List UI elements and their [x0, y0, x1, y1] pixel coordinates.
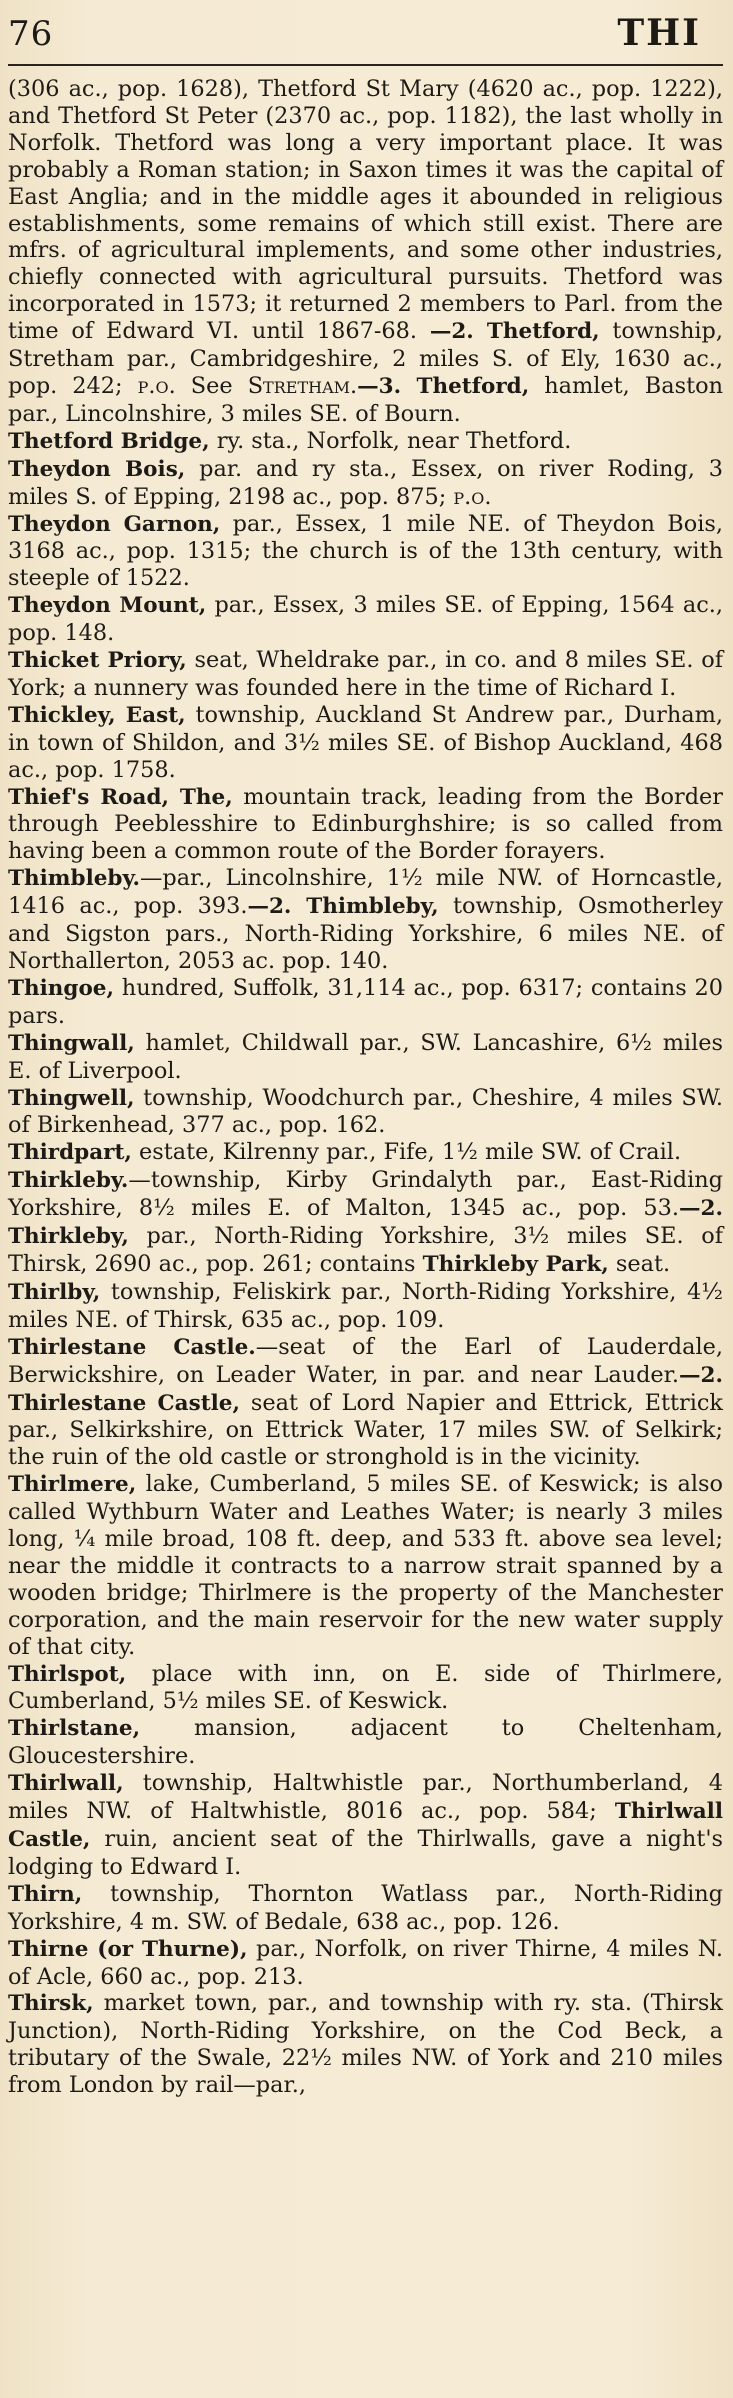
entry-headword: Thirlby,	[8, 1279, 101, 1305]
entry-headword: Theydon Garnon,	[8, 511, 221, 537]
entry-headword: —2. Thimbleby,	[247, 894, 439, 920]
entry-text: par., Norfolk, on river Thirne, 4 miles N. of Acle, 660 ac., pop. 213.	[8, 1935, 723, 1990]
gazetteer-entry	[8, 76, 723, 428]
entry-headword: Thirkleby Park,	[422, 1251, 609, 1277]
entry-text: lake, Cumberland, 5 miles SE. of Keswick; is also called Wythburn Water and Leathes Water; is nearly 3 miles long, ¼ mile broad, 108 ft. deep, and 533 ft. above sea level; near the middle it contracts to a narrow strait spanned by a wooden bridge; Thirlmere is the property of the Manchester corporation, and the main reservoir for the new water supply of that city.	[8, 1471, 723, 1660]
entry-headword: —2. Thirlestane Castle,	[8, 1362, 723, 1416]
entry-headword: —2. Thirkleby,	[8, 1196, 723, 1250]
entry-text: mansion, adjacent to Cheltenham, Gloucestershire.	[8, 1715, 723, 1770]
entry-headword: Thingwall,	[8, 1030, 135, 1056]
entry-text: township, Auckland St Andrew par., Durham, in town of Shildon, and 3½ miles SE. of Bishop Auckland, 468 ac., pop. 1758.	[8, 701, 723, 783]
entry-headword: Thicket Priory,	[8, 648, 187, 674]
gazetteer-entry	[8, 1661, 723, 1716]
entry-headword: Thingoe,	[8, 975, 114, 1001]
entry-headword: Thirdpart,	[8, 1140, 132, 1166]
entry-headword: Thirne (or Thurne),	[8, 1936, 248, 1962]
gazetteer-entry	[8, 702, 723, 784]
gazetteer-entry	[8, 1770, 723, 1881]
entry-text: township, Thornton Watlass par., North-Riding Yorkshire, 4 m. SW. of Bedale, 638 ac., pop. 126.	[8, 1880, 723, 1935]
gazetteer-entry	[8, 1936, 723, 1991]
entry-text: —par., Lincolnshire, 1½ mile NW. of Horncastle, 1416 ac., pop. 393.	[8, 865, 723, 920]
entry-headword: Thimbleby.	[8, 866, 140, 892]
gazetteer-entry	[8, 1715, 723, 1770]
gazetteer-entry	[8, 1167, 723, 1279]
gazetteer-entry	[8, 865, 723, 975]
gazetteer-entry	[8, 1030, 723, 1085]
gazetteer-entry	[8, 975, 723, 1030]
entry-headword: Thickley, East,	[8, 702, 186, 728]
gazetteer-entry	[8, 592, 723, 647]
entry-headword: —2. Thetford,	[429, 319, 600, 345]
entry-text: par., Essex, 1 mile NE. of Theydon Bois, 3168 ac., pop. 1315; the church is of the 13th century, with steeple of 1522.	[8, 510, 723, 592]
entry-headword: Thirlstane,	[8, 1716, 141, 1742]
entry-text: township, Stretham par., Cambridgeshire, 2 miles S. of Ely, 1630 ac., pop. 242;	[8, 318, 723, 399]
gazetteer-entry	[8, 456, 723, 511]
entry-text: —township, Kirby Grindalyth par., East-Riding Yorkshire, 8½ miles E. of Malton, 1345 ac., pop. 53.	[8, 1167, 723, 1222]
entry-text: township, Woodchurch par., Cheshire, 4 miles SW. of Birkenhead, 377 ac., pop. 162.	[8, 1084, 723, 1139]
entry-headword: Thirlwall,	[8, 1771, 124, 1797]
entry-text: par., Essex, 3 miles SE. of Epping, 1564 ac., pop. 148.	[8, 592, 723, 647]
gazetteer-entry	[8, 511, 723, 593]
entry-headword: Thirlspot,	[8, 1661, 127, 1687]
entry-headword: —3. Thetford,	[357, 373, 530, 399]
entry-text: estate, Kilrenny par., Fife, 1½ mile SW. of Crail.	[131, 1139, 682, 1166]
entry-headword: Theydon Bois,	[8, 456, 186, 482]
entry-text: par. and ry sta., Essex, on river Roding, 3 miles S. of Epping, 2198 ac., pop. 875;	[8, 455, 724, 510]
entry-text: hundred, Suffolk, 31,114 ac., pop. 6317; contains 20 pars.	[8, 974, 723, 1029]
entry-headword: Thirlmere,	[8, 1472, 137, 1498]
entry-text: hamlet, Childwall par., SW. Lancashire, 6½ miles E. of Liverpool.	[8, 1029, 723, 1084]
entry-text: par., North-Riding Yorkshire, 3½ miles SE. of Thirsk, 2690 ac., pop. 261; contains	[8, 1223, 723, 1277]
entry-text: township, Osmotherley and Sigston pars., North-Riding Yorkshire, 6 miles NE. of Northallerton, 2053 ac. pop. 140.	[8, 893, 723, 974]
entry-text: —seat of the Earl of Lauderdale, Berwickshire, on Leader Water, in par. and near Lauder.	[8, 1333, 723, 1388]
gazetteer-entry	[8, 1990, 723, 2099]
entry-headword: Thingwell,	[8, 1085, 135, 1111]
entry-text: .	[350, 372, 358, 399]
small-caps-text: p.o.	[453, 483, 492, 510]
entry-headword: Thirlestane Castle.	[8, 1334, 256, 1360]
page-number: 76	[8, 14, 54, 54]
entry-text: seat, Wheldrake par., in co. and 8 miles SE. of York; a nunnery was founded here in the time of Richard I.	[8, 647, 723, 701]
entry-headword: Thirlwall Castle,	[8, 1799, 723, 1852]
entry-headword: Thief's Road, The,	[8, 784, 233, 810]
entry-text: ruin, ancient seat of the Thirlwalls, gave a night's lodging to Edward I.	[8, 1826, 723, 1880]
gazetteer-entry	[8, 1334, 723, 1472]
head-word: THI	[617, 12, 701, 54]
entry-text: seat.	[608, 1250, 671, 1277]
gazetteer-entry	[8, 784, 723, 866]
entry-text: hamlet, Baston par., Lincolnshire, 3 miles SE. of Bourn.	[8, 372, 723, 427]
gazetteer-entry	[8, 428, 723, 456]
entry-headword: Thirsk,	[8, 1991, 94, 2017]
entry-headword: Thetford Bridge,	[8, 428, 210, 454]
gazetteer-entry	[8, 1471, 723, 1660]
gazetteer-entry	[8, 1881, 723, 1936]
gazetteer-entry	[8, 647, 723, 702]
running-head	[8, 0, 723, 66]
entry-text: ry. sta., Norfolk, near Thetford.	[209, 427, 572, 454]
gazetteer-entry	[8, 1085, 723, 1140]
entry-list	[8, 76, 723, 2099]
small-caps-text: p.o.	[137, 372, 176, 399]
small-caps-text: Stretham	[247, 372, 351, 399]
entry-text: (306 ac., pop. 1628), Thetford St Mary (4620 ac., pop. 1222), and Thetford St Peter (2370 ac., pop. 1182), the last wholly in Norfolk. Thetford was long a very important place. It was probably a Roman station; in Saxon times it was the capital of East Anglia; and in the middle ages it abounded in religious establishments, some remains of which still exist. There are mfrs. of agricultural implements, and some other industries, chiefly connected with agricultural pursuits. Thetford was incorporated in 1573; it returned 2 members to Parl. from the time of Edward VI. until 1867-68.	[8, 76, 723, 345]
entry-headword: Thirn,	[8, 1881, 83, 1907]
entry-headword: Thirkleby.	[8, 1168, 129, 1194]
entry-text: place with inn, on E. side of Thirlmere, Cumberland, 5½ miles SE. of Keswick.	[8, 1660, 723, 1715]
entry-text: township, Haltwhistle par., Northumberland, 4 miles NW. of Haltwhistle, 8016 ac., pop. 584;	[8, 1770, 723, 1825]
gazetteer-entry	[8, 1279, 723, 1334]
entry-text: market town, par., and township with ry. sta. (Thirsk Junction), North-Riding Yorkshire, on the Cod Beck, a tributary of the Swale, 22½ miles NW. of York and 210 miles from London by rail—par.,	[8, 1990, 723, 2099]
entry-text: See	[175, 372, 248, 399]
gazetteer-entry	[8, 1139, 723, 1167]
entry-text: township, Feliskirk par., North-Riding Yorkshire, 4½ miles NE. of Thirsk, 635 ac., pop. 109.	[8, 1278, 723, 1333]
entry-text: seat of Lord Napier and Ettrick, Ettrick par., Selkirkshire, on Ettrick Water, 17 miles SW. of Selkirk; the ruin of the old castle or stronghold is in the vicinity.	[8, 1389, 723, 1471]
entry-headword: Theydon Mount,	[8, 593, 207, 619]
entry-text: mountain track, leading from the Border through Peeblesshire to Edinburghshire; is so called from having been a common route of the Border forayers.	[8, 783, 723, 865]
